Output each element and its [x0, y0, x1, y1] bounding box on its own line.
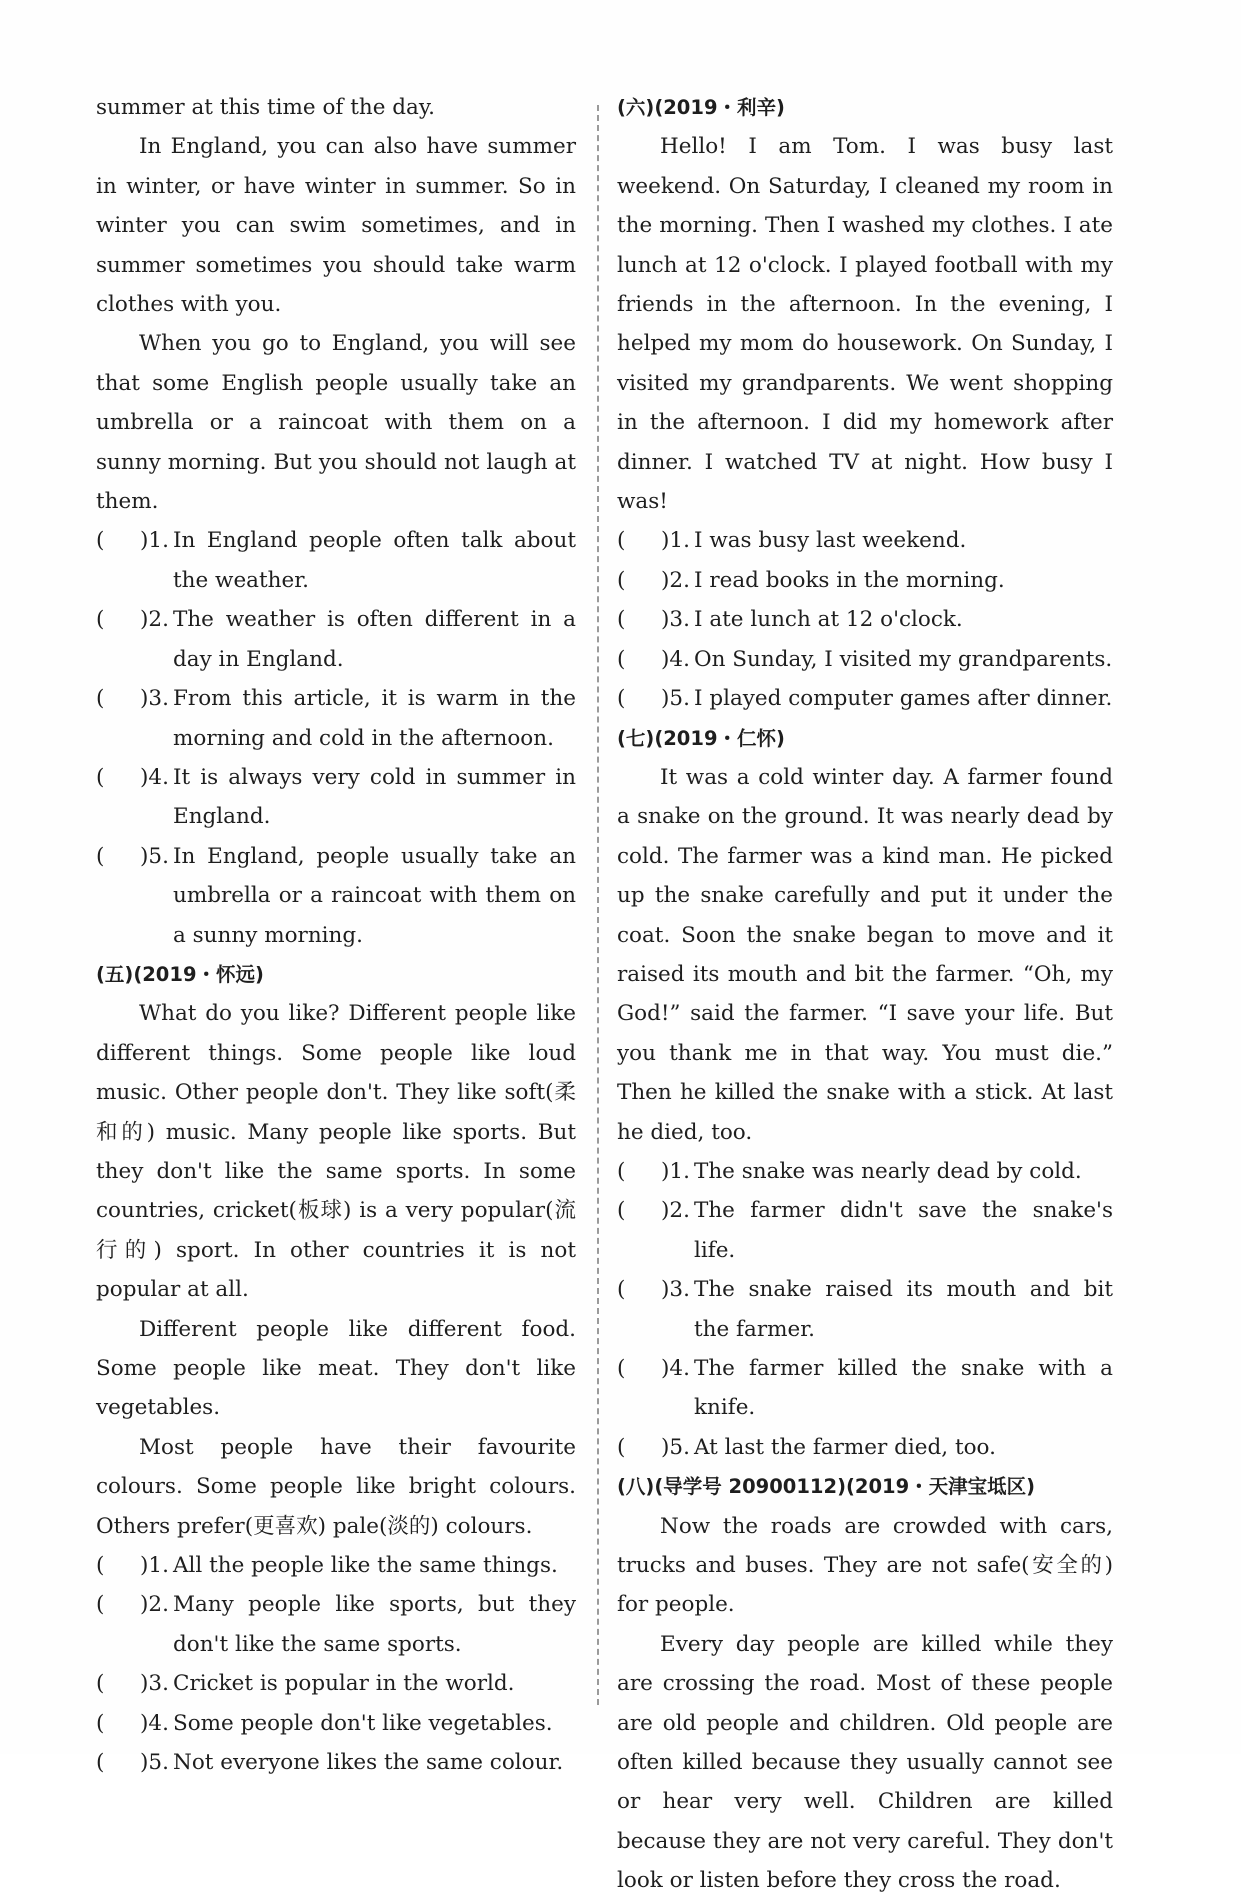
question-number: )1.	[661, 1158, 690, 1184]
question-7-5	[617, 1428, 1113, 1467]
question-text: I read books in the morning.	[694, 567, 1005, 593]
question-text: From this article, it is warm in the morning and cold in the afternoon.	[173, 686, 576, 751]
question-4-2	[96, 600, 576, 679]
question-6-1	[617, 521, 1113, 560]
passage-5-paragraph-3: Most people have their favourite colours. Some people like bright colours. Others prefer(更喜欢) pale(淡的) colours.	[96, 1434, 576, 1539]
question-number: )3.	[140, 1671, 169, 1697]
question-number: )1.	[661, 528, 690, 554]
question-text: On Sunday, I visited my grandparents.	[694, 646, 1113, 672]
question-text: The weather is often different in a day in England.	[173, 607, 576, 672]
answer-blank[interactable]: (	[617, 567, 626, 593]
answer-blank[interactable]: (	[617, 607, 626, 633]
question-number: )2.	[140, 607, 169, 633]
answer-blank[interactable]: (	[96, 1710, 105, 1736]
question-number: )5.	[140, 1750, 169, 1776]
question-number: )3.	[661, 1277, 690, 1303]
question-4-5	[96, 837, 576, 955]
answer-blank[interactable]: (	[96, 1592, 105, 1618]
answer-blank[interactable]: (	[617, 1356, 626, 1381]
question-text: At last the farmer died, too.	[694, 1434, 996, 1460]
question-text: The farmer killed the snake with a knife.	[694, 1356, 1113, 1421]
question-5-2	[96, 1585, 576, 1664]
answer-blank[interactable]: (	[96, 1750, 105, 1776]
answer-blank[interactable]: (	[96, 686, 105, 712]
answer-blank[interactable]: (	[617, 1198, 626, 1224]
question-number: )3.	[661, 607, 690, 633]
question-number: )3.	[140, 686, 169, 712]
question-number: )5.	[140, 843, 169, 869]
question-text: The snake was nearly dead by cold.	[694, 1158, 1082, 1184]
question-text: In England, people usually take an umbrella or a raincoat with them on a sunny morning.	[173, 843, 576, 948]
question-number: )1.	[140, 1553, 169, 1579]
section-6-heading: (六)(2019・利辛)	[617, 96, 785, 119]
answer-blank[interactable]: (	[617, 1434, 626, 1460]
question-text: I ate lunch at 12 o'clock.	[694, 607, 963, 633]
passage-6-paragraph-1: Hello! I am Tom. I was busy last weekend. On Saturday, I cleaned my room in the morning. Then I washed my clothes. I ate lunch at 12 o'clock. I played football with my friends in the afternoon. In the evening, I helped my mom do housework. On Sunday, I visited my grandparents. We went shopping in the afternoon. I did my homework after dinner. I watched TV at night. How busy I was!	[617, 134, 1113, 515]
question-5-1	[96, 1546, 576, 1585]
question-number: )4.	[661, 646, 690, 672]
answer-blank[interactable]: (	[617, 646, 626, 672]
question-number: )4.	[140, 1710, 169, 1736]
questions-section-6	[617, 521, 1113, 718]
question-number: )2.	[140, 1592, 169, 1618]
section-8-heading: (八)(导学号 20900112)(2019・天津宝坻区)	[617, 1475, 1036, 1499]
question-7-1	[617, 1152, 1113, 1191]
section-7-heading: (七)(2019・仁怀)	[617, 726, 785, 750]
passage-4-paragraph-2: In England, you can also have summer in winter, or have winter in summer. So in winter you can swim sometimes, and in summer sometimes you should take warm clothes with you.	[96, 134, 576, 318]
right-column	[617, 88, 1113, 1901]
question-text: I played computer games after dinner.	[694, 686, 1113, 712]
answer-blank[interactable]: (	[617, 686, 626, 712]
question-6-4	[617, 640, 1113, 679]
passage-4-paragraph-3: When you go to England, you will see that some English people usually take an umbrella or a raincoat with them on a sunny morning. But you should not laugh at them.	[96, 331, 576, 515]
question-6-3	[617, 600, 1113, 639]
column-divider	[597, 105, 599, 1705]
passage-5-paragraph-2: Different people like different food. Some people like meat. They don't like vegetables.	[96, 1316, 576, 1421]
answer-blank[interactable]: (	[96, 607, 105, 633]
question-text: I was busy last weekend.	[694, 528, 967, 554]
answer-blank[interactable]: (	[96, 1553, 105, 1579]
question-text: The snake raised its mouth and bit the farmer.	[694, 1277, 1113, 1342]
questions-section-5	[96, 1546, 576, 1782]
passage-8-paragraph-1: Now the roads are crowded with cars, trucks and buses. They are not safe(安全的) for people.	[617, 1513, 1113, 1618]
question-text: Not everyone likes the same colour.	[173, 1750, 564, 1776]
question-5-3	[96, 1664, 576, 1703]
answer-blank[interactable]: (	[617, 1277, 626, 1303]
question-4-4	[96, 758, 576, 837]
question-4-1	[96, 521, 576, 600]
question-number: )2.	[661, 567, 690, 593]
question-text: Some people don't like vegetables.	[173, 1710, 553, 1736]
answer-blank[interactable]: (	[96, 528, 105, 554]
questions-section-4	[96, 521, 576, 954]
question-number: )4.	[140, 764, 169, 790]
question-5-4	[96, 1704, 576, 1743]
question-text: It is always very cold in summer in England.	[173, 764, 576, 830]
question-5-5	[96, 1743, 576, 1782]
question-4-3	[96, 679, 576, 758]
answer-blank[interactable]: (	[96, 764, 105, 790]
question-text: In England people often talk about the weather.	[173, 528, 576, 593]
passage-4-continuation: summer at this time of the day.	[96, 95, 435, 120]
question-number: )1.	[140, 528, 169, 554]
answer-blank[interactable]: (	[96, 1671, 105, 1697]
question-7-3	[617, 1270, 1113, 1349]
question-text: Many people like sports, but they don't like the same sports.	[173, 1592, 576, 1657]
questions-section-7	[617, 1152, 1113, 1467]
question-number: )4.	[661, 1356, 690, 1381]
question-7-2	[617, 1191, 1113, 1270]
question-text: Cricket is popular in the world.	[173, 1671, 515, 1697]
left-column	[96, 88, 576, 1782]
answer-blank[interactable]: (	[617, 1158, 626, 1184]
question-6-2	[617, 561, 1113, 600]
passage-7-paragraph-1: It was a cold winter day. A farmer found a snake on the ground. It was nearly dead by cold. The farmer was a kind man. He picked up the snake carefully and put it under the coat. Soon the snake began to move and it raised its mouth and bit the farmer. “Oh, my God!” said the farmer. “I save your life. But you thank me in that way. You must die.” Then he killed the snake with a stick. At last he died, too.	[617, 764, 1113, 1145]
question-number: )5.	[661, 1434, 690, 1460]
question-number: )5.	[661, 686, 690, 712]
question-text: The farmer didn't save the snake's life.	[694, 1198, 1113, 1263]
question-7-4	[617, 1349, 1113, 1428]
passage-8-paragraph-2: Every day people are killed while they are crossing the road. Most of these people are old people and children. Old people are often killed because they usually cannot see or hear very well. Children are killed because they are not very careful. They don't look or listen before they cross the road.	[617, 1631, 1113, 1894]
question-text: All the people like the same things.	[173, 1553, 558, 1579]
question-number: )2.	[661, 1198, 690, 1224]
answer-blank[interactable]: (	[617, 528, 626, 554]
section-5-heading: (五)(2019・怀远)	[96, 962, 264, 986]
answer-blank[interactable]: (	[96, 843, 105, 869]
question-6-5	[617, 679, 1113, 718]
passage-5-paragraph-1: What do you like? Different people like different things. Some people like loud music. Other people don't. They like soft(柔和的) music. Many people like sports. But they don't like the same sports. In some countries, cricket(板球) is a very popular(流行的) sport. In other countries it is not popular at all.	[96, 1001, 576, 1303]
